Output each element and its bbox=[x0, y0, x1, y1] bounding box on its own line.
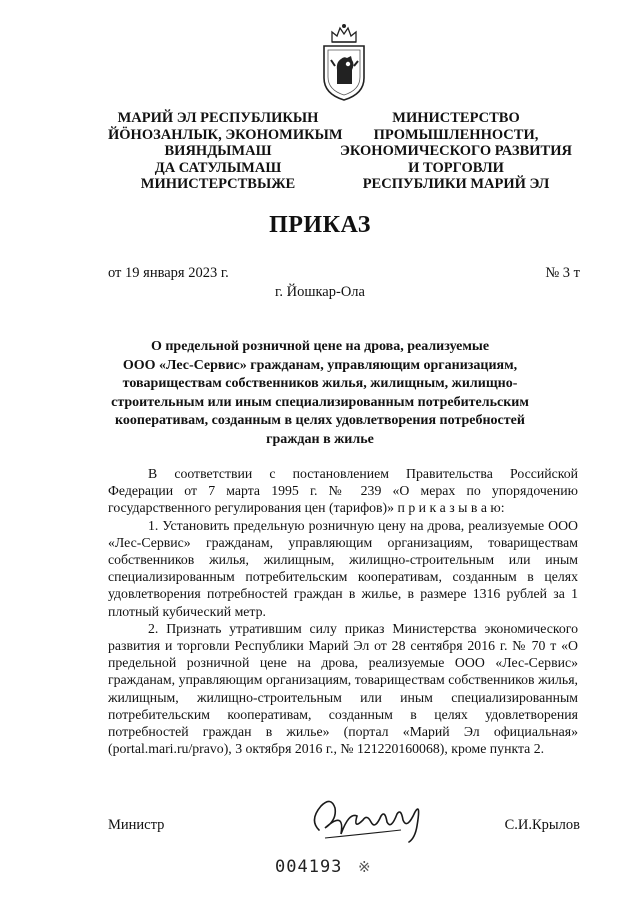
header-right-line: РЕСПУБЛИКИ МАРИЙ ЭЛ bbox=[362, 176, 550, 192]
subject-line: О предельной розничной цене на дрова, реализуемые bbox=[150, 339, 490, 354]
body-preamble: В соответствии с постановлением Правительства Российской Федерации от 7 марта 1995 г. № 239 «О мерах по упорядочению государственного регулирования цен (тарифов)» п р и к а з ы в а ю: bbox=[108, 466, 578, 516]
subject-line: граждан в жилье bbox=[266, 431, 374, 447]
header-right-line: ПРОМЫШЛЕННОСТИ, bbox=[373, 126, 539, 143]
body-item-1: 1. Установить предельную розничную цену на дрова, реализуемые ООО «Лес-Сервис» гражданам, управляющим организациям, товариществам собственников жилья, жилищным, жилищно-строительным или иным специализированным потребительским кооперативам, созданным в целях удовлетворения потребностей граждан в жилье, в размере 1316 рублей за 1 плотный кубический метр. bbox=[108, 517, 578, 619]
order-body bbox=[108, 465, 578, 757]
subject-line: строительным или иным специализированным потребительским bbox=[111, 394, 529, 410]
order-date: от 19 января 2023 г. bbox=[108, 265, 229, 281]
header-right-line: ЭКОНОМИЧЕСКОГО РАЗВИТИЯ bbox=[340, 143, 572, 159]
header-left-line: МАРИЙ ЭЛ РЕСПУБЛИКЫН bbox=[117, 110, 319, 126]
order-city: г. Йошкар-Ола bbox=[275, 284, 365, 300]
header-left-line: ЙӦНОЗАНЛЫК, ЭКОНОМИКЫМ bbox=[108, 126, 343, 143]
signer-name: С.И.Крылов bbox=[504, 817, 580, 833]
form-serial-number: 004193 bbox=[275, 857, 343, 877]
body-item-2: 2. Признать утратившим силу приказ Министерства экономического развития и торговли Республики Марий Эл от 28 сентября 2016 г. № 70 т «О предельной розничной цене на дрова, реализуемые ООО «Лес-Сервис» гражданам, управляющим организациям, товариществам собственников жилья, жилищным, жилищно-строительным или иным специализированным потребительским кооперативам, созданным в целях удовлетворения потребностей граждан в жилье» (портал «Марий Эл официальная» (portal.mari.ru/pravo), 3 октября 2016 г., № 121220160068), кроме пункта 2. bbox=[108, 620, 578, 757]
header-left-line: ДА САТУЛЫМАШ bbox=[154, 159, 282, 176]
minister-label: Министр bbox=[108, 817, 165, 833]
order-number: № 3 т bbox=[545, 265, 580, 281]
order-subject bbox=[100, 338, 540, 449]
document-title: ПРИКАЗ bbox=[269, 212, 371, 238]
header-left-line: ВИЯНДЫМАШ bbox=[164, 143, 272, 159]
subject-line: товариществам собственников жилья, жилищным, жилищно- bbox=[122, 376, 518, 391]
subject-line: ООО «Лес-Сервис» гражданам, управляющим организациям, bbox=[122, 357, 518, 373]
header-left-mari bbox=[108, 110, 343, 193]
header-right-line: МИНИСТЕРСТВО bbox=[392, 110, 520, 126]
subject-line: кооперативам, созданным в целях удовлетворения потребностей bbox=[115, 413, 525, 428]
signature-icon bbox=[305, 790, 435, 850]
coat-of-arms-icon bbox=[318, 20, 370, 104]
header-left-line: МИНИСТЕРСТВЫЖЕ bbox=[140, 176, 296, 192]
header-right-russian bbox=[326, 110, 586, 193]
serial-mark: ※ bbox=[358, 860, 371, 876]
header-right-line: И ТОРГОВЛИ bbox=[408, 159, 504, 176]
